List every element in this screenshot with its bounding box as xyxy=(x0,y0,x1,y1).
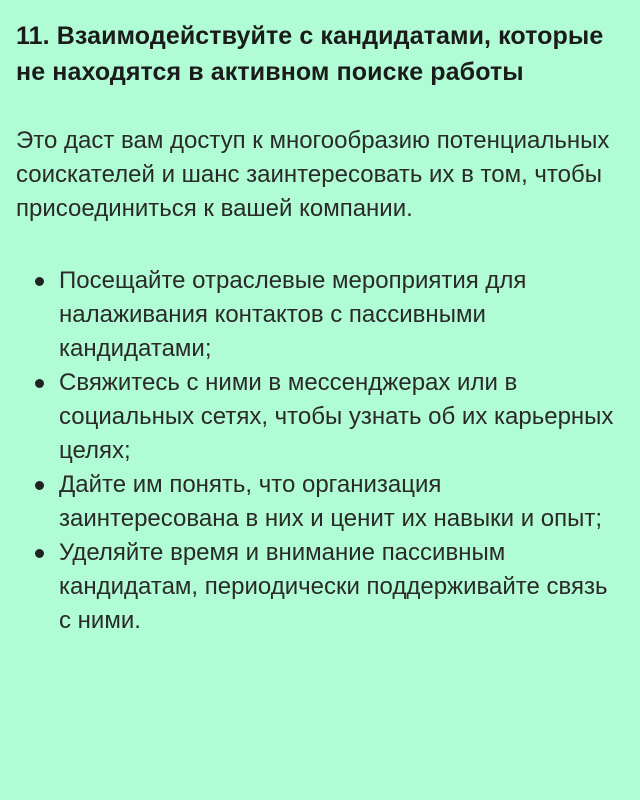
list-item-text: Посещайте отраслевые мероприятия для налаживания контактов с пассивными кандидатами; xyxy=(59,267,527,362)
list-item-text: Уделяйте время и внимание пассивным кандидатам, периодически поддерживайте связь с ними. xyxy=(59,539,608,634)
list-item xyxy=(16,536,616,638)
list-item xyxy=(16,264,616,366)
list-item-text: Свяжитесь с ними в мессенджерах или в социальных сетях, чтобы узнать об их карьерных целях; xyxy=(59,369,614,464)
list-item xyxy=(16,468,616,536)
bullet-icon xyxy=(35,277,44,286)
bullet-icon xyxy=(35,379,44,388)
list-item xyxy=(16,366,616,468)
list-item-text: Дайте им понять, что организация заинтересована в них и ценит их навыки и опыт; xyxy=(59,471,603,532)
bullet-icon xyxy=(35,481,44,490)
tips-list xyxy=(16,264,616,638)
bullet-icon xyxy=(35,549,44,558)
page-title: 11. Взаимодействуйте с кандидатами, которые не находятся в активном поиске работы xyxy=(16,22,604,86)
intro-paragraph: Это даст вам доступ к многообразию потенциальных соискателей и шанс заинтересовать их в том, чтобы присоединиться к вашей компании. xyxy=(16,127,610,222)
